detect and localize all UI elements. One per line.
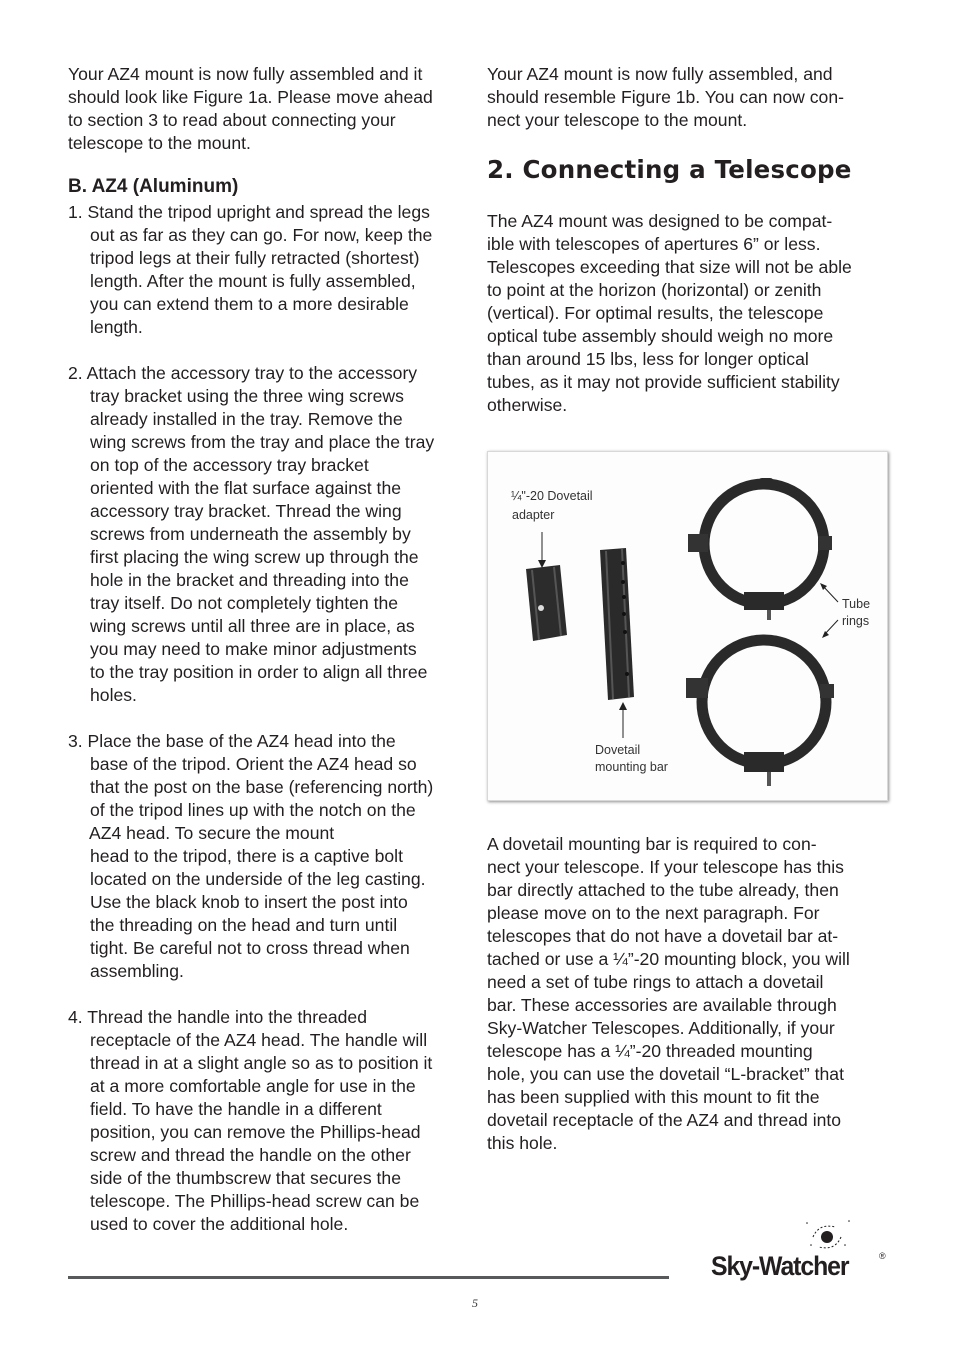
left-column xyxy=(68,63,473,1236)
footer-rule xyxy=(68,1276,669,1279)
text-line: hole, you can use the dovetail “L-bracket” that xyxy=(487,1064,844,1084)
step-2 xyxy=(68,362,473,707)
text-line: field. To have the handle in a different xyxy=(90,1099,382,1119)
text-line: tray bracket using the three wing screws xyxy=(90,386,404,406)
text-line: has been supplied with this mount to fit the xyxy=(487,1087,820,1107)
text-line: telescope has a ¼”-20 threaded mounting xyxy=(487,1041,813,1061)
text-line: hole in the bracket and threading into the xyxy=(90,570,409,590)
text-line: oriented with the flat surface against the xyxy=(90,478,402,498)
text-line: than around 15 lbs, less for longer optical xyxy=(487,349,809,369)
bar-label-line1: Dovetail xyxy=(595,743,641,757)
text-line: Sky-Watcher Telescopes. Additionally, if your xyxy=(487,1018,835,1038)
text-line: to point at the horizon (horizontal) or zenith xyxy=(487,280,822,300)
text-line: the threading on the head and turn until xyxy=(90,915,398,935)
compatibility-paragraph xyxy=(487,210,892,417)
assembled-note-paragraph xyxy=(68,63,473,155)
text-line: you may need to make minor adjustments xyxy=(90,639,417,659)
text-line: please move on to the next paragraph. For xyxy=(487,903,820,923)
text-line: bar directly attached to the tube already, then xyxy=(487,880,839,900)
text-line: dovetail receptacle of the AZ4 and thread into xyxy=(487,1110,842,1130)
text-line: to the tray position in order to align all three xyxy=(90,662,428,682)
text-line: telescope. The Phillips-head screw can be xyxy=(90,1191,420,1211)
text-line: length. After the mount is fully assembled, xyxy=(90,271,416,291)
text-line: A dovetail mounting bar is required to con- xyxy=(487,834,817,854)
text-line: tray itself. Do not completely tighten the xyxy=(90,593,399,613)
text-line: Use the black knob to insert the post into xyxy=(90,892,408,912)
page-number: 5 xyxy=(472,1296,478,1310)
text-line: head to the tripod, there is a captive bolt xyxy=(90,846,403,866)
adapter-label-line1: ¼"-20 Dovetail xyxy=(511,489,593,503)
text-line: assembling. xyxy=(90,961,184,981)
text-line: Your AZ4 mount is now fully assembled and it xyxy=(68,64,423,84)
text-line: that the post on the base (referencing north) xyxy=(90,777,434,797)
text-line: receptacle of the AZ4 head. The handle will xyxy=(90,1030,428,1050)
step-4 xyxy=(68,1006,473,1236)
rings-label-line1: Tube xyxy=(842,597,871,611)
text-line: tripod legs at their fully retracted (shortest) xyxy=(90,248,420,268)
text-line: ible with telescopes of apertures 6” or less. xyxy=(487,234,821,254)
text-line: of the tripod lines up with the notch on the xyxy=(90,800,416,820)
section-title: 2. Connecting a Telescope xyxy=(487,155,852,184)
text-line: 4. Thread the handle into the threaded xyxy=(68,1007,367,1027)
text-line: you can extend them to a more desirable xyxy=(90,294,409,314)
text-line: used to cover the additional hole. xyxy=(90,1214,349,1234)
text-line: otherwise. xyxy=(487,395,568,415)
text-line: on top of the accessory tray bracket xyxy=(90,455,369,475)
text-line: position, you can remove the Phillips-head xyxy=(90,1122,421,1142)
text-line: bar. These accessories are available through xyxy=(487,995,837,1015)
text-line: this hole. xyxy=(487,1133,558,1153)
text-line: should resemble Figure 1b. You can now con- xyxy=(487,87,844,107)
text-line: (vertical). For optimal results, the telescope xyxy=(487,303,824,323)
text-line: accessory tray bracket. Thread the wing xyxy=(90,501,402,521)
bar-label-line2: mounting bar xyxy=(595,760,668,774)
text-line: located on the underside of the leg casting. xyxy=(90,869,426,889)
rings-label-line2: rings xyxy=(842,614,870,628)
text-line: optical tube assembly should weigh no more xyxy=(487,326,834,346)
galaxy-icon xyxy=(799,1215,869,1255)
text-line: Telescopes exceeding that size will not be able xyxy=(487,257,852,277)
text-line: wing screws until all three are in place, as xyxy=(90,616,415,636)
step-1 xyxy=(68,201,473,339)
text-line: out as far as they can go. For now, keep the xyxy=(90,225,433,245)
sky-watcher-logo xyxy=(711,1215,891,1285)
text-line: should look like Figure 1a. Please move ahead xyxy=(68,87,433,107)
text-line: tubes, as it may not provide sufficient stability xyxy=(487,372,840,392)
text-line: 3. Place the base of the AZ4 head into the xyxy=(68,731,396,751)
text-line: holes. xyxy=(90,685,137,705)
accessories-figure xyxy=(487,451,888,801)
adapter-label-line2: adapter xyxy=(512,508,555,522)
text-line: already installed in the tray. Remove the xyxy=(90,409,403,429)
text-line: telescopes that do not have a dovetail bar at- xyxy=(487,926,839,946)
text-line: 2. Attach the accessory tray to the accessory xyxy=(68,363,418,383)
text-line: to section 3 to read about connecting your xyxy=(68,110,396,130)
text-line: thread in at a slight angle so as to position it xyxy=(90,1053,433,1073)
text-line: AZ4 head. To secure the mount xyxy=(89,823,335,843)
text-line: side of the thumbscrew that secures the xyxy=(90,1168,401,1188)
text-line: 1. Stand the tripod upright and spread the legs xyxy=(68,202,430,222)
step-3 xyxy=(68,730,473,983)
text-line: at a more comfortable angle for use in the xyxy=(90,1076,416,1096)
text-line: need a set of tube rings to attach a dovetail xyxy=(487,972,824,992)
text-line: length. xyxy=(90,317,143,337)
dovetail-paragraph xyxy=(487,833,892,1155)
text-line: first placing the wing screw up through the xyxy=(90,547,419,567)
registered-mark: ® xyxy=(879,1251,886,1261)
text-line: tight. Be careful not to cross thread when xyxy=(90,938,410,958)
text-line: nect your telescope. If your telescope has this xyxy=(487,857,844,877)
dovetail-and-tube-rings-illustration xyxy=(488,452,887,800)
text-line: The AZ4 mount was designed to be compat- xyxy=(487,211,833,231)
text-line: screw and thread the handle on the other xyxy=(90,1145,411,1165)
text-line: telescope to the mount. xyxy=(68,133,251,153)
logo-wordmark: Sky-Watcher xyxy=(711,1251,849,1281)
text-line: tached or use a ¼”-20 mounting block, you will xyxy=(487,949,850,969)
text-line: Your AZ4 mount is now fully assembled, and xyxy=(487,64,833,84)
text-line: screws from underneath the assembly by xyxy=(90,524,411,544)
text-line: wing screws from the tray and place the tray xyxy=(90,432,435,452)
text-line: nect your telescope to the mount. xyxy=(487,110,748,130)
right-column-intro xyxy=(487,63,892,132)
subsection-heading: B. AZ4 (Aluminum) xyxy=(68,176,239,197)
text-line: base of the tripod. Orient the AZ4 head so xyxy=(90,754,417,774)
